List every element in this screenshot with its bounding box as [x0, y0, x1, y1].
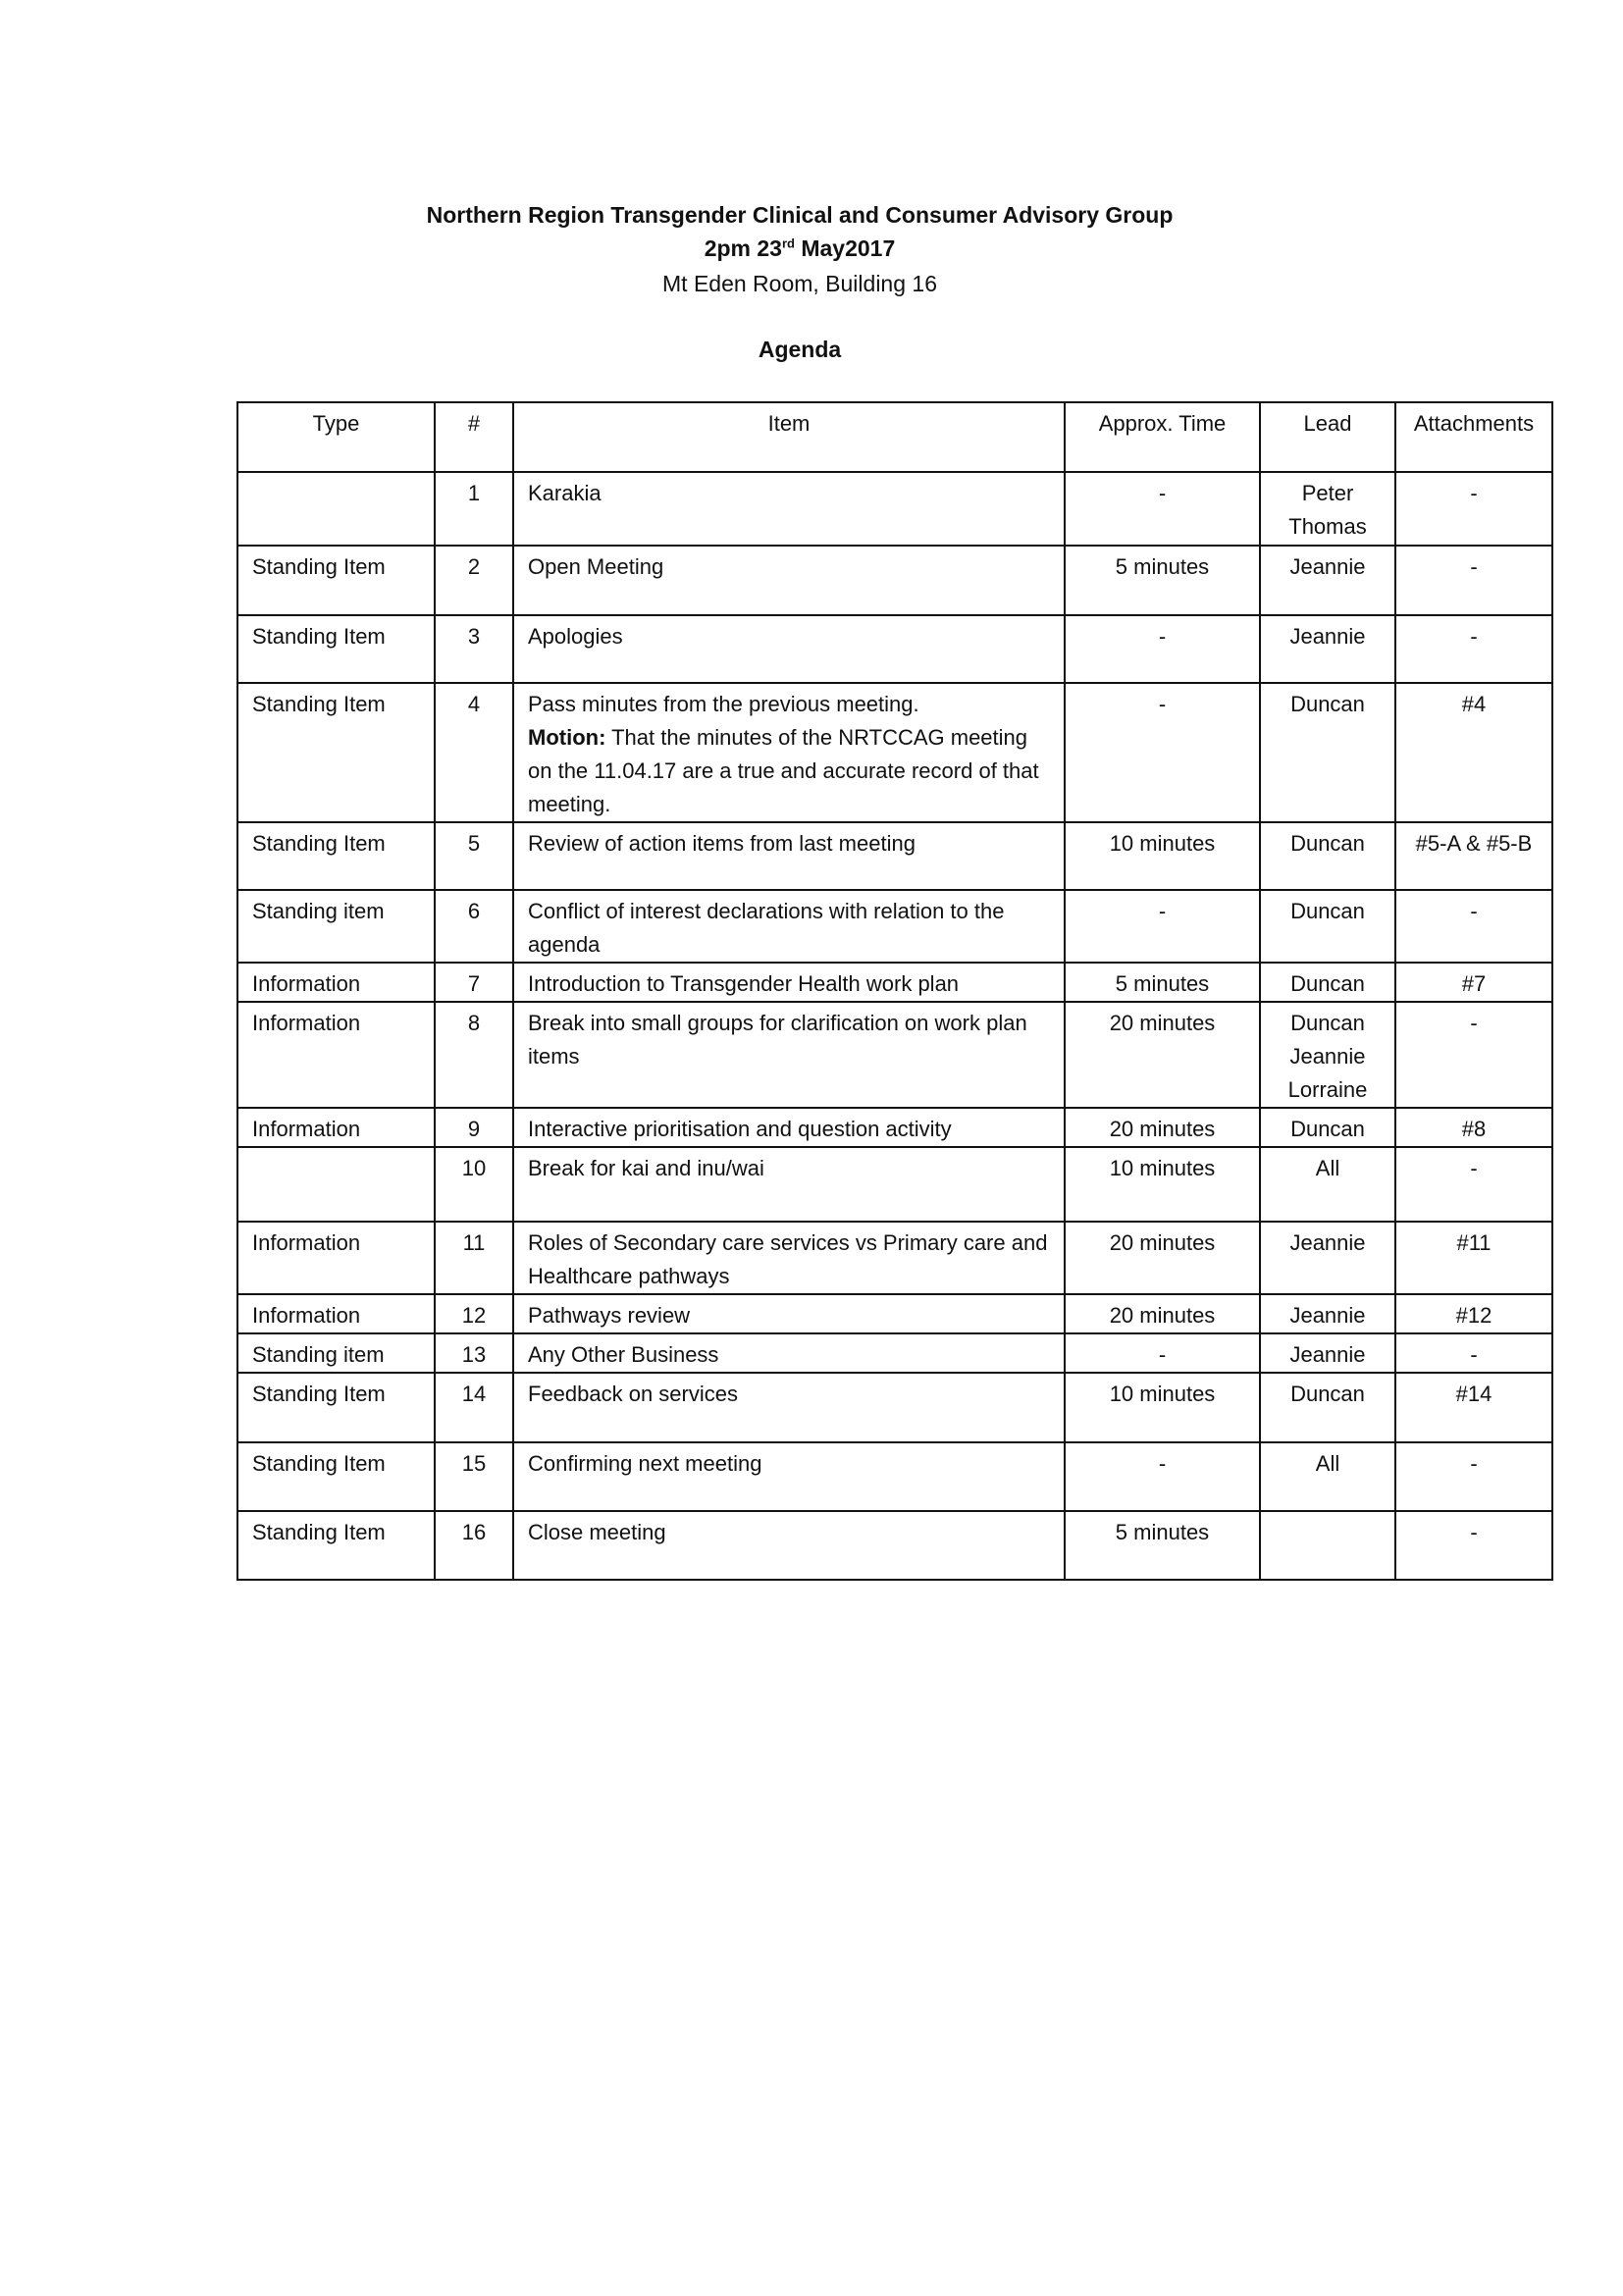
cell-number: 1: [435, 472, 513, 546]
cell-type: Standing Item: [237, 822, 435, 890]
cell-number: 9: [435, 1108, 513, 1147]
cell-attachments: -: [1395, 1511, 1552, 1580]
cell-lead: Duncan: [1260, 1373, 1395, 1442]
cell-type: Standing Item: [237, 1373, 435, 1442]
cell-attachments: #14: [1395, 1373, 1552, 1442]
cell-attachments: -: [1395, 890, 1552, 963]
table-row: [237, 963, 1552, 1002]
cell-time: -: [1065, 683, 1260, 822]
cell-time: 10 minutes: [1065, 822, 1260, 890]
cell-lead: [1260, 1511, 1395, 1580]
column-header-number: #: [435, 402, 513, 472]
cell-attachments: #7: [1395, 963, 1552, 1002]
cell-number: 4: [435, 683, 513, 822]
motion-label: Motion:: [528, 725, 606, 750]
cell-time: 10 minutes: [1065, 1373, 1260, 1442]
cell-item: Roles of Secondary care services vs Primary care and Healthcare pathways: [513, 1222, 1065, 1294]
cell-type: Standing Item: [237, 1511, 435, 1580]
cell-time: -: [1065, 472, 1260, 546]
column-header-attachments: Attachments: [1395, 402, 1552, 472]
cell-time: -: [1065, 1333, 1260, 1373]
cell-lead: Jeannie: [1260, 1333, 1395, 1373]
table-row: [237, 615, 1552, 683]
cell-lead: All: [1260, 1442, 1395, 1511]
cell-type: Information: [237, 1222, 435, 1294]
cell-type: Standing Item: [237, 546, 435, 615]
cell-item: Pathways review: [513, 1294, 1065, 1333]
cell-attachments: -: [1395, 1147, 1552, 1222]
cell-time: 5 minutes: [1065, 963, 1260, 1002]
cell-time: -: [1065, 1442, 1260, 1511]
column-header-type: Type: [237, 402, 435, 472]
item-text: Pass minutes from the previous meeting.: [528, 692, 919, 716]
cell-number: 7: [435, 963, 513, 1002]
table-row: [237, 1511, 1552, 1580]
cell-item: Karakia: [513, 472, 1065, 546]
cell-item: Close meeting: [513, 1511, 1065, 1580]
cell-lead: Jeannie: [1260, 615, 1395, 683]
cell-type: Information: [237, 963, 435, 1002]
cell-number: 8: [435, 1002, 513, 1108]
agenda-table: [236, 401, 1553, 1581]
cell-item: Open Meeting: [513, 546, 1065, 615]
cell-number: 12: [435, 1294, 513, 1333]
cell-attachments: -: [1395, 1442, 1552, 1511]
cell-type: Information: [237, 1108, 435, 1147]
table-row: [237, 1294, 1552, 1333]
cell-number: 2: [435, 546, 513, 615]
cell-time: -: [1065, 615, 1260, 683]
cell-item: Interactive prioritisation and question activity: [513, 1108, 1065, 1147]
cell-type: Information: [237, 1294, 435, 1333]
cell-type: Standing Item: [237, 615, 435, 683]
cell-attachments: -: [1395, 1002, 1552, 1108]
column-header-time: Approx. Time: [1065, 402, 1260, 472]
cell-time: 5 minutes: [1065, 546, 1260, 615]
cell-attachments: -: [1395, 1333, 1552, 1373]
cell-time: 20 minutes: [1065, 1294, 1260, 1333]
cell-lead: All: [1260, 1147, 1395, 1222]
cell-item: Confirming next meeting: [513, 1442, 1065, 1511]
cell-type: Standing item: [237, 890, 435, 963]
cell-number: 11: [435, 1222, 513, 1294]
meeting-date: [0, 235, 1599, 262]
cell-item: Review of action items from last meeting: [513, 822, 1065, 890]
cell-lead: Duncan: [1260, 1108, 1395, 1147]
date-suffix: May2017: [794, 235, 896, 261]
cell-type: Standing Item: [237, 683, 435, 822]
table-row: [237, 546, 1552, 615]
cell-lead: Duncan: [1260, 963, 1395, 1002]
cell-item: Any Other Business: [513, 1333, 1065, 1373]
cell-time: 20 minutes: [1065, 1108, 1260, 1147]
cell-time: 5 minutes: [1065, 1511, 1260, 1580]
cell-number: 10: [435, 1147, 513, 1222]
cell-lead: Peter Thomas: [1260, 472, 1395, 546]
cell-type: Information: [237, 1002, 435, 1108]
cell-number: 14: [435, 1373, 513, 1442]
cell-item: Break into small groups for clarification on work plan items: [513, 1002, 1065, 1108]
table-row: [237, 1147, 1552, 1222]
cell-lead: Duncan: [1260, 890, 1395, 963]
cell-number: 6: [435, 890, 513, 963]
cell-time: -: [1065, 890, 1260, 963]
cell-item: Conflict of interest declarations with relation to the agenda: [513, 890, 1065, 963]
table-row: [237, 1108, 1552, 1147]
column-header-item: Item: [513, 402, 1065, 472]
motion-text: That the minutes of the NRTCCAG meeting on the 11.04.17 are a true and accurate record of that meeting.: [528, 725, 1039, 816]
agenda-heading: Agenda: [758, 337, 842, 362]
cell-item: [513, 683, 1065, 822]
cell-attachments: #12: [1395, 1294, 1552, 1333]
cell-attachments: -: [1395, 472, 1552, 546]
table-row: [237, 683, 1552, 822]
cell-type: [237, 1147, 435, 1222]
cell-number: 13: [435, 1333, 513, 1373]
cell-number: 16: [435, 1511, 513, 1580]
cell-lead: Jeannie: [1260, 546, 1395, 615]
column-header-lead: Lead: [1260, 402, 1395, 472]
table-row: [237, 472, 1552, 546]
cell-attachments: #5-A & #5-B: [1395, 822, 1552, 890]
cell-item: Introduction to Transgender Health work plan: [513, 963, 1065, 1002]
cell-lead: Duncan: [1260, 822, 1395, 890]
cell-time: 20 minutes: [1065, 1222, 1260, 1294]
cell-lead: Duncan Jeannie Lorraine: [1260, 1002, 1395, 1108]
cell-item: Break for kai and inu/wai: [513, 1147, 1065, 1222]
table-row: [237, 1333, 1552, 1373]
cell-number: 3: [435, 615, 513, 683]
cell-time: 20 minutes: [1065, 1002, 1260, 1108]
document-title: Northern Region Transgender Clinical and Consumer Advisory Group: [426, 202, 1174, 228]
table-header-row: [237, 402, 1552, 472]
meeting-location: Mt Eden Room, Building 16: [662, 271, 937, 296]
table-row: [237, 822, 1552, 890]
cell-time: 10 minutes: [1065, 1147, 1260, 1222]
cell-type: [237, 472, 435, 546]
table-row: [237, 1222, 1552, 1294]
cell-lead: Jeannie: [1260, 1294, 1395, 1333]
date-superscript: rd: [781, 235, 795, 251]
table-row: [237, 1002, 1552, 1108]
cell-number: 5: [435, 822, 513, 890]
table-row: [237, 1373, 1552, 1442]
cell-type: Standing Item: [237, 1442, 435, 1511]
cell-type: Standing item: [237, 1333, 435, 1373]
cell-attachments: #11: [1395, 1222, 1552, 1294]
date-prefix: 2pm 23: [704, 235, 782, 261]
cell-attachments: -: [1395, 546, 1552, 615]
cell-item: Apologies: [513, 615, 1065, 683]
table-row: [237, 1442, 1552, 1511]
cell-attachments: #4: [1395, 683, 1552, 822]
cell-number: 15: [435, 1442, 513, 1511]
cell-attachments: -: [1395, 615, 1552, 683]
cell-lead: Duncan: [1260, 683, 1395, 822]
cell-lead: Jeannie: [1260, 1222, 1395, 1294]
table-row: [237, 890, 1552, 963]
cell-attachments: #8: [1395, 1108, 1552, 1147]
cell-item: Feedback on services: [513, 1373, 1065, 1442]
